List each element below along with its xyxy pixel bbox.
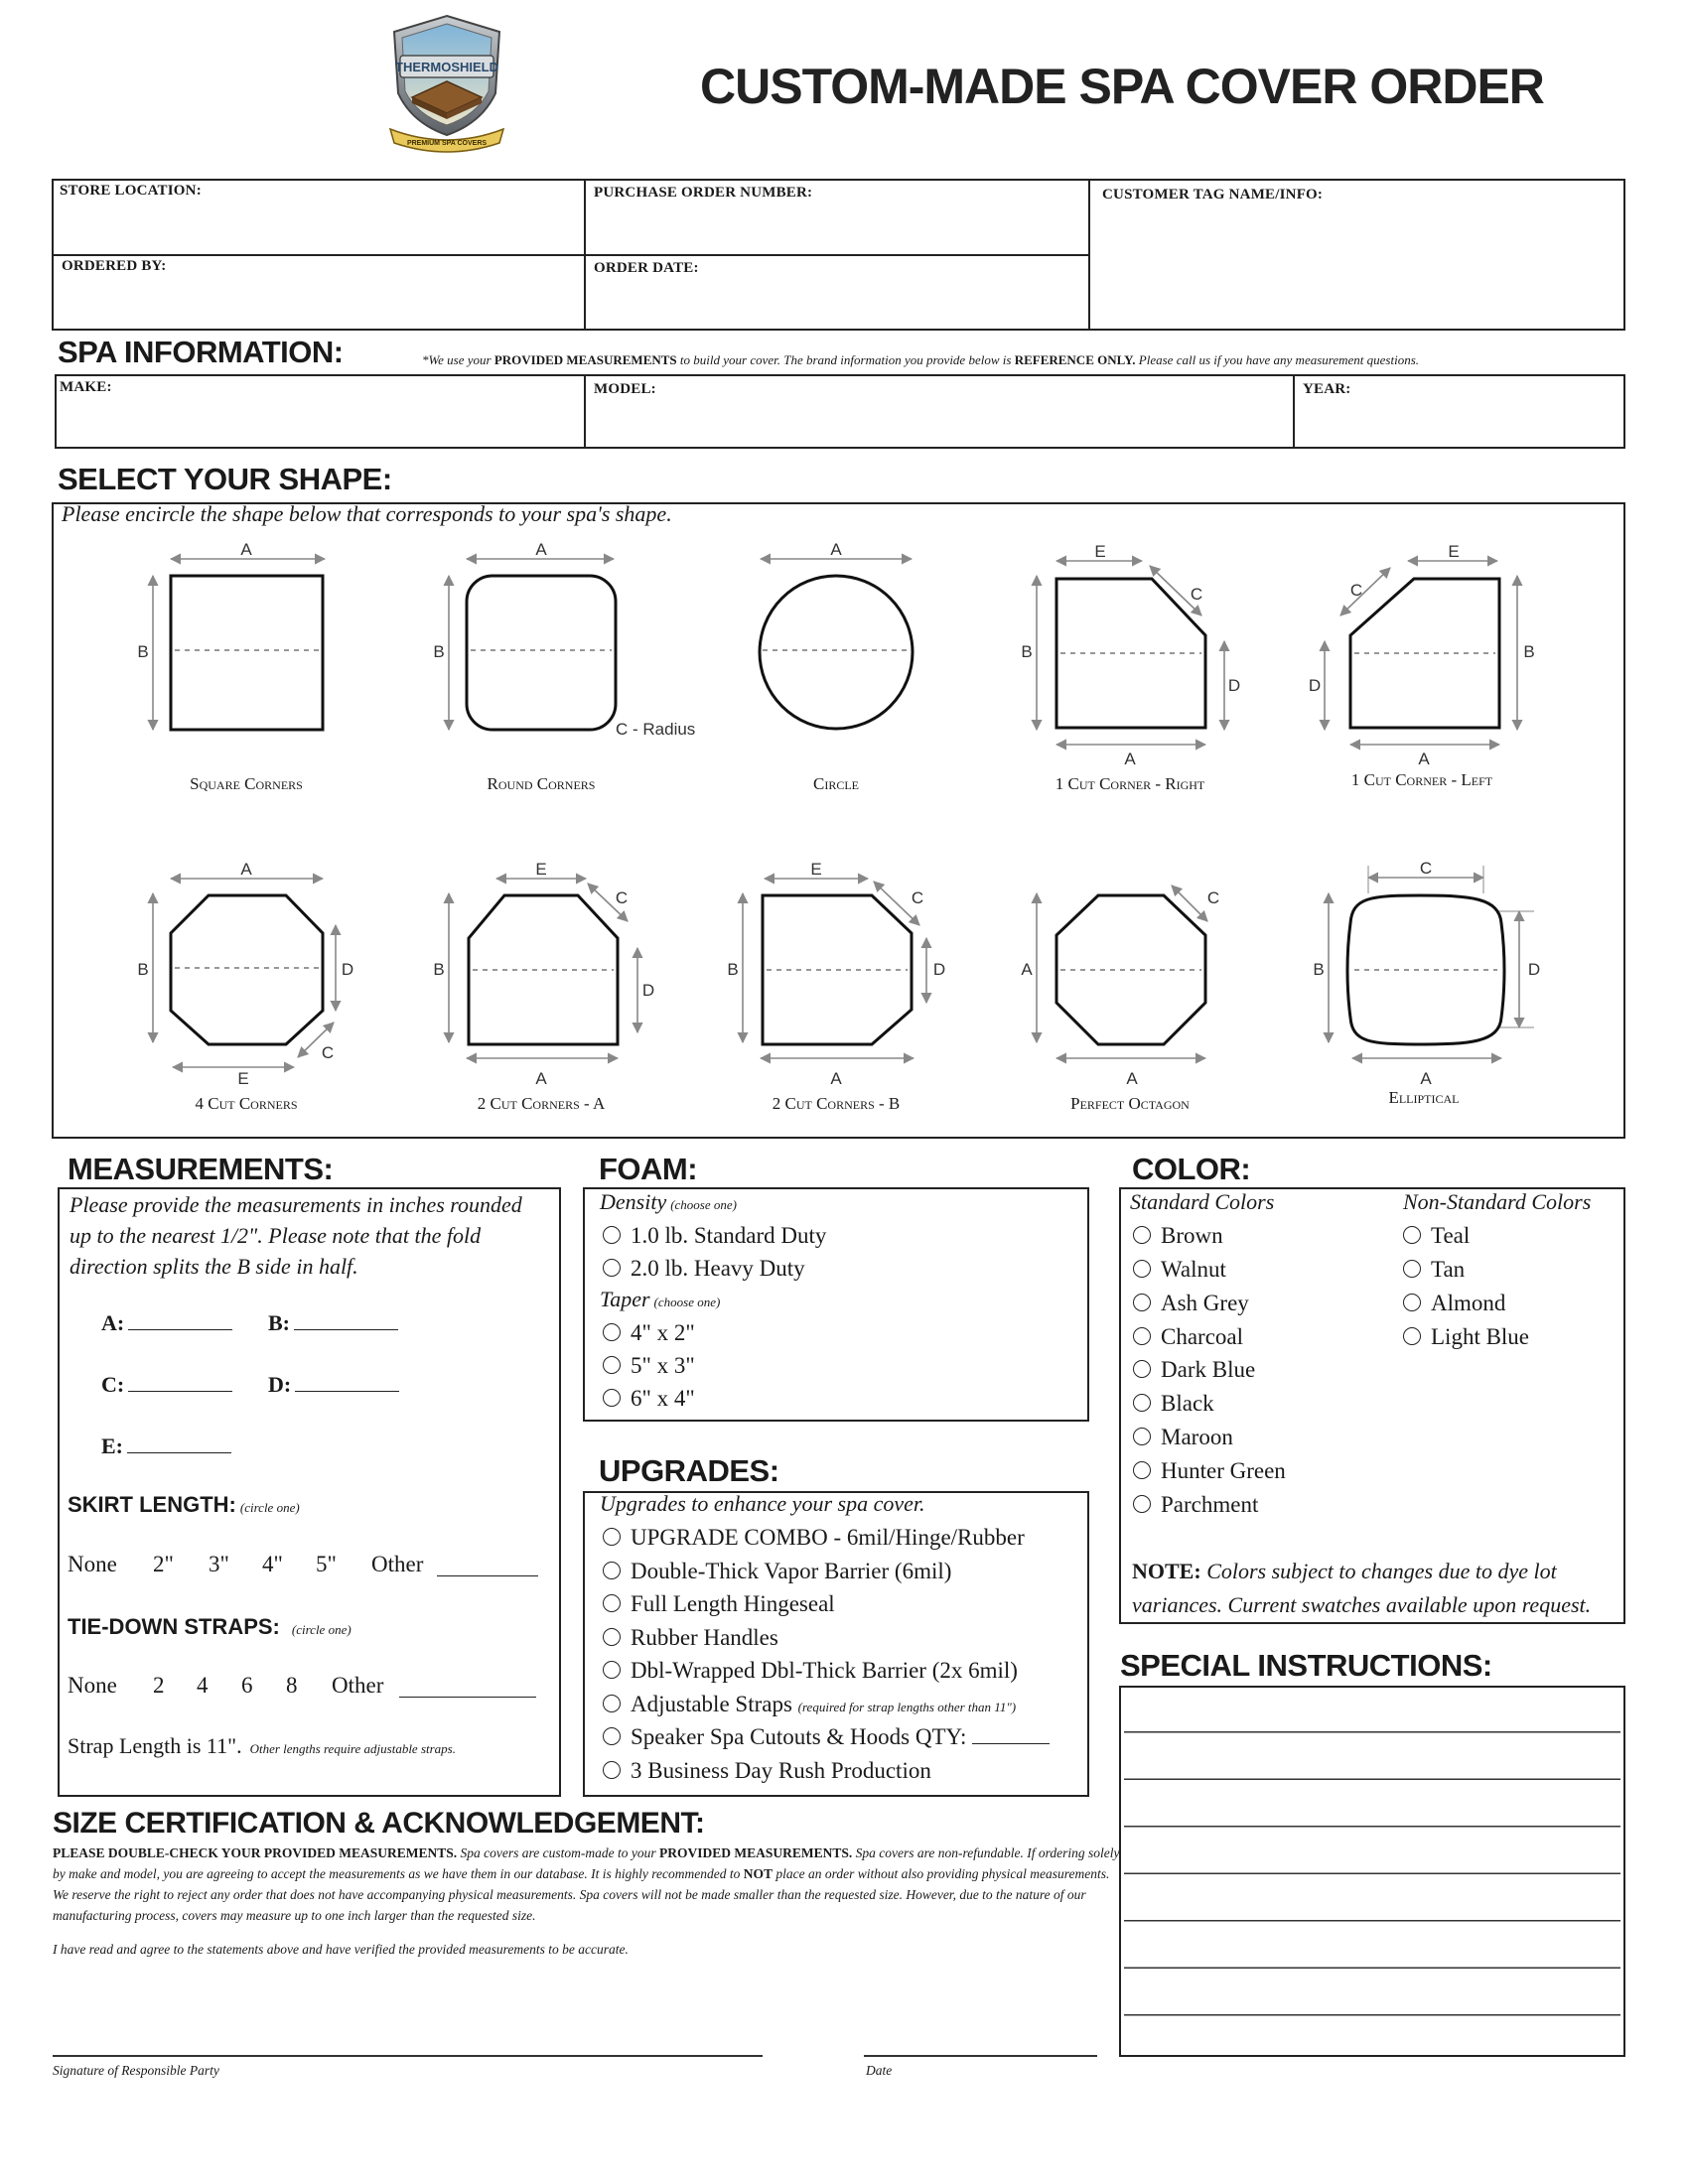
certification-heading: SIZE CERTIFICATION & ACKNOWLEDGEMENT:: [53, 1807, 705, 1840]
dim-label: D: [932, 960, 946, 979]
foam-heading: FOAM:: [599, 1152, 698, 1186]
dim-label: C: [321, 1043, 335, 1062]
color-heading: COLOR:: [1132, 1152, 1251, 1186]
special-instructions-heading: SPECIAL INSTRUCTIONS:: [1120, 1648, 1492, 1683]
strap-other-line[interactable]: [399, 1673, 536, 1698]
date-label: Date: [866, 2063, 893, 2078]
dim-label: B: [1021, 642, 1033, 661]
dim-label: C: [911, 888, 924, 907]
skirt-other-line[interactable]: [437, 1552, 538, 1576]
upgrade-adjustable-straps[interactable]: Adjustable Straps (required for strap lengths other than 11"): [603, 1688, 1016, 1724]
measure-field-c[interactable]: C:: [101, 1372, 232, 1398]
color-black[interactable]: Black: [1133, 1387, 1214, 1421]
color-charcoal[interactable]: Charcoal: [1133, 1320, 1243, 1354]
skirt-option-4[interactable]: 4": [262, 1552, 283, 1576]
year-field[interactable]: YEAR:: [1303, 381, 1351, 397]
standard-colors-label: Standard Colors: [1130, 1189, 1275, 1214]
signature-label: Signature of Responsible Party: [53, 2063, 219, 2078]
caption-two-cut-corners-a[interactable]: 2 Cut Corners - A: [477, 1094, 606, 1113]
nonstandard-colors-label: Non-Standard Colors: [1403, 1189, 1592, 1214]
caption-circle[interactable]: Circle: [812, 774, 859, 793]
skirt-option-none[interactable]: None: [68, 1552, 117, 1576]
strap-option-2[interactable]: 2: [153, 1673, 165, 1698]
measure-field-d[interactable]: D:: [268, 1372, 399, 1398]
signature-line[interactable]: [53, 2055, 763, 2057]
spa-info-note: *We use your PROVIDED MEASUREMENTS to build your cover. The brand information you provide below is REFERENCE ONLY. Please call us if you have any measurement questions.: [422, 352, 1420, 367]
dim-label: B: [433, 642, 445, 661]
skirt-option-3[interactable]: 3": [209, 1552, 229, 1576]
color-parchment[interactable]: Parchment: [1133, 1488, 1258, 1522]
strap-option-none[interactable]: None: [68, 1673, 117, 1698]
caption-four-cut-corners[interactable]: 4 Cut Corners: [195, 1094, 298, 1113]
date-line[interactable]: [864, 2055, 1097, 2057]
caption-round-corners[interactable]: Round Corners: [487, 774, 596, 793]
dim-label: A: [240, 860, 252, 879]
svg-text:THERMOSHIELD: THERMOSHIELD: [395, 60, 498, 74]
dim-label: C: [1419, 859, 1433, 878]
dim-label: E: [810, 860, 822, 879]
foam-density-standard[interactable]: 1.0 lb. Standard Duty: [603, 1219, 826, 1253]
upgrades-heading: UPGRADES:: [599, 1453, 779, 1488]
foam-taper-6x4[interactable]: 6" x 4": [603, 1382, 695, 1416]
store-location-field[interactable]: STORE LOCATION:: [60, 183, 202, 199]
dim-label: A: [240, 540, 252, 559]
dim-label: E: [535, 860, 547, 879]
measure-field-a[interactable]: A:: [101, 1310, 232, 1336]
dim-label: D: [641, 981, 655, 1000]
color-ash-grey[interactable]: Ash Grey: [1133, 1287, 1249, 1320]
dim-label: E: [1094, 542, 1106, 561]
dim-label: E: [237, 1069, 249, 1088]
dim-label: A: [830, 1069, 842, 1088]
caption-two-cut-corners-b[interactable]: 2 Cut Corners - B: [772, 1094, 901, 1113]
color-walnut[interactable]: Walnut: [1133, 1253, 1226, 1287]
caption-elliptical[interactable]: Elliptical: [1388, 1088, 1460, 1107]
color-note: NOTE: Colors subject to changes due to dye lot variances. Current swatches available upon request.: [1132, 1559, 1592, 1617]
strap-option-8[interactable]: 8: [286, 1673, 298, 1698]
dim-label: D: [1527, 960, 1541, 979]
shape-circle: [760, 576, 913, 729]
strap-option-other[interactable]: Other: [332, 1673, 384, 1698]
dim-label: B: [433, 960, 445, 979]
dim-label: C: [1206, 888, 1220, 907]
speaker-qty-line[interactable]: [972, 1721, 1050, 1744]
shape-four-cut-corners: [171, 895, 323, 1044]
dim-label: A: [830, 540, 842, 559]
page-title: CUSTOM-MADE SPA COVER ORDER: [700, 59, 1544, 114]
dim-label: A: [1418, 750, 1430, 768]
skirt-length-label: SKIRT LENGTH: (circle one): [68, 1492, 300, 1517]
shape-heading: SELECT YOUR SHAPE:: [58, 462, 392, 496]
caption-perfect-octagon[interactable]: Perfect Octagon: [1070, 1094, 1190, 1113]
color-maroon[interactable]: Maroon: [1133, 1421, 1233, 1454]
dim-label: B: [137, 960, 149, 979]
measurements-instruction: Please provide the measurements in inches rounded up to the nearest 1/2". Please note that the fold direction splits the B side in half.: [70, 1192, 522, 1279]
measurements-heading: MEASUREMENTS:: [68, 1152, 334, 1186]
customer-tag-field[interactable]: CUSTOMER TAG NAME/INFO:: [1102, 187, 1324, 203]
dim-label: C: [1349, 581, 1363, 600]
shape-square-corners: [171, 576, 323, 730]
foam-taper-5x3[interactable]: 5" x 3": [603, 1349, 695, 1383]
measure-field-e[interactable]: E:: [101, 1433, 231, 1459]
dim-label: A: [535, 540, 547, 559]
radius-note: C - Radius: [616, 720, 696, 739]
dim-label: A: [535, 1069, 547, 1088]
dim-label: B: [137, 642, 149, 661]
shape-instruction: Please encircle the shape below that corresponds to your spa's shape.: [62, 501, 672, 526]
tie-down-straps-label: TIE-DOWN STRAPS: (circle one): [68, 1614, 352, 1639]
upgrade-double-wrapped[interactable]: Dbl-Wrapped Dbl-Thick Barrier (2x 6mil): [603, 1654, 1018, 1688]
strap-length-note: Strap Length is 11". Other lengths require adjustable straps.: [68, 1733, 456, 1758]
dim-label: A: [1126, 1069, 1138, 1088]
upgrade-combo[interactable]: UPGRADE COMBO - 6mil/Hinge/Rubber: [603, 1521, 1025, 1555]
dim-label: E: [1448, 542, 1460, 561]
dim-label: D: [341, 960, 354, 979]
upgrades-intro: Upgrades to enhance your spa cover.: [600, 1491, 925, 1516]
skirt-option-2[interactable]: 2": [153, 1552, 174, 1576]
dim-label: D: [1308, 676, 1322, 695]
make-field[interactable]: MAKE:: [60, 379, 112, 395]
upgrade-rubber-handles[interactable]: Rubber Handles: [603, 1621, 778, 1655]
dim-label: A: [1420, 1069, 1432, 1088]
upgrade-vapor-barrier[interactable]: Double-Thick Vapor Barrier (6mil): [603, 1555, 951, 1588]
purchase-order-field[interactable]: PURCHASE ORDER NUMBER:: [594, 185, 813, 201]
certification-agreement: I have read and agree to the statements above and have verified the provided measurements to be accurate.: [53, 1942, 629, 1957]
foam-density-heavy[interactable]: 2.0 lb. Heavy Duty: [603, 1252, 805, 1286]
foam-taper-4x2[interactable]: 4" x 2": [603, 1316, 695, 1350]
color-dark-blue[interactable]: Dark Blue: [1133, 1353, 1255, 1387]
dim-label: C: [615, 888, 629, 907]
upgrade-speaker-cutouts[interactable]: Speaker Spa Cutouts & Hoods QTY:: [603, 1720, 1050, 1754]
skirt-option-5[interactable]: 5": [316, 1552, 337, 1576]
special-instructions-lines: [1124, 1686, 1620, 2053]
caption-square-corners[interactable]: Square Corners: [190, 774, 303, 793]
strap-option-6[interactable]: 6: [241, 1673, 253, 1698]
skirt-option-other[interactable]: Other: [371, 1552, 424, 1576]
order-date-field[interactable]: ORDER DATE:: [594, 260, 699, 276]
measure-field-b[interactable]: B:: [268, 1310, 398, 1336]
dim-label: C: [1190, 585, 1203, 604]
color-teal[interactable]: Teal: [1403, 1219, 1470, 1253]
caption-cut-corner-left[interactable]: 1 Cut Corner - Left: [1350, 770, 1493, 789]
color-light-blue[interactable]: Light Blue: [1403, 1320, 1529, 1354]
strap-option-4[interactable]: 4: [197, 1673, 209, 1698]
certification-text: PLEASE DOUBLE-CHECK YOUR PROVIDED MEASUREMENTS. Spa covers are custom-made to your PROVIDED MEASUREMENTS. Spa covers are non-refundable. If ordering solely by make and model, you are agreeing to accept the measurements as we have them in our database. It is highly recommended to NOT place an order without also providing physical measurements. We reserve the right to reject any order that does not have accompanying physical measurements. Spa covers will not be made smaller than the requested size. However, due to the nature of our manufacturing process, covers may measure up to one inch larger than the requested size.: [53, 1845, 1120, 1923]
dim-label: A: [1124, 750, 1136, 768]
spa-info-heading: SPA INFORMATION:: [58, 335, 344, 369]
color-almond[interactable]: Almond: [1403, 1287, 1505, 1320]
caption-cut-corner-right[interactable]: 1 Cut Corner - Right: [1055, 774, 1205, 793]
model-field[interactable]: MODEL:: [594, 381, 656, 397]
dim-label: D: [1227, 676, 1241, 695]
color-hunter-green[interactable]: Hunter Green: [1133, 1454, 1286, 1488]
color-brown[interactable]: Brown: [1133, 1219, 1223, 1253]
dim-label: A: [1021, 960, 1033, 979]
dim-label: B: [1313, 960, 1325, 979]
ordered-by-field[interactable]: ORDERED BY:: [62, 258, 167, 274]
dim-label: B: [1523, 642, 1535, 661]
upgrade-rush-production[interactable]: 3 Business Day Rush Production: [603, 1754, 931, 1788]
svg-text:PREMIUM SPA COVERS: PREMIUM SPA COVERS: [406, 140, 488, 147]
dim-label: B: [727, 960, 739, 979]
upgrade-hingeseal[interactable]: Full Length Hingeseal: [603, 1587, 835, 1621]
color-tan[interactable]: Tan: [1403, 1253, 1465, 1287]
shape-round-corners: [467, 576, 616, 730]
